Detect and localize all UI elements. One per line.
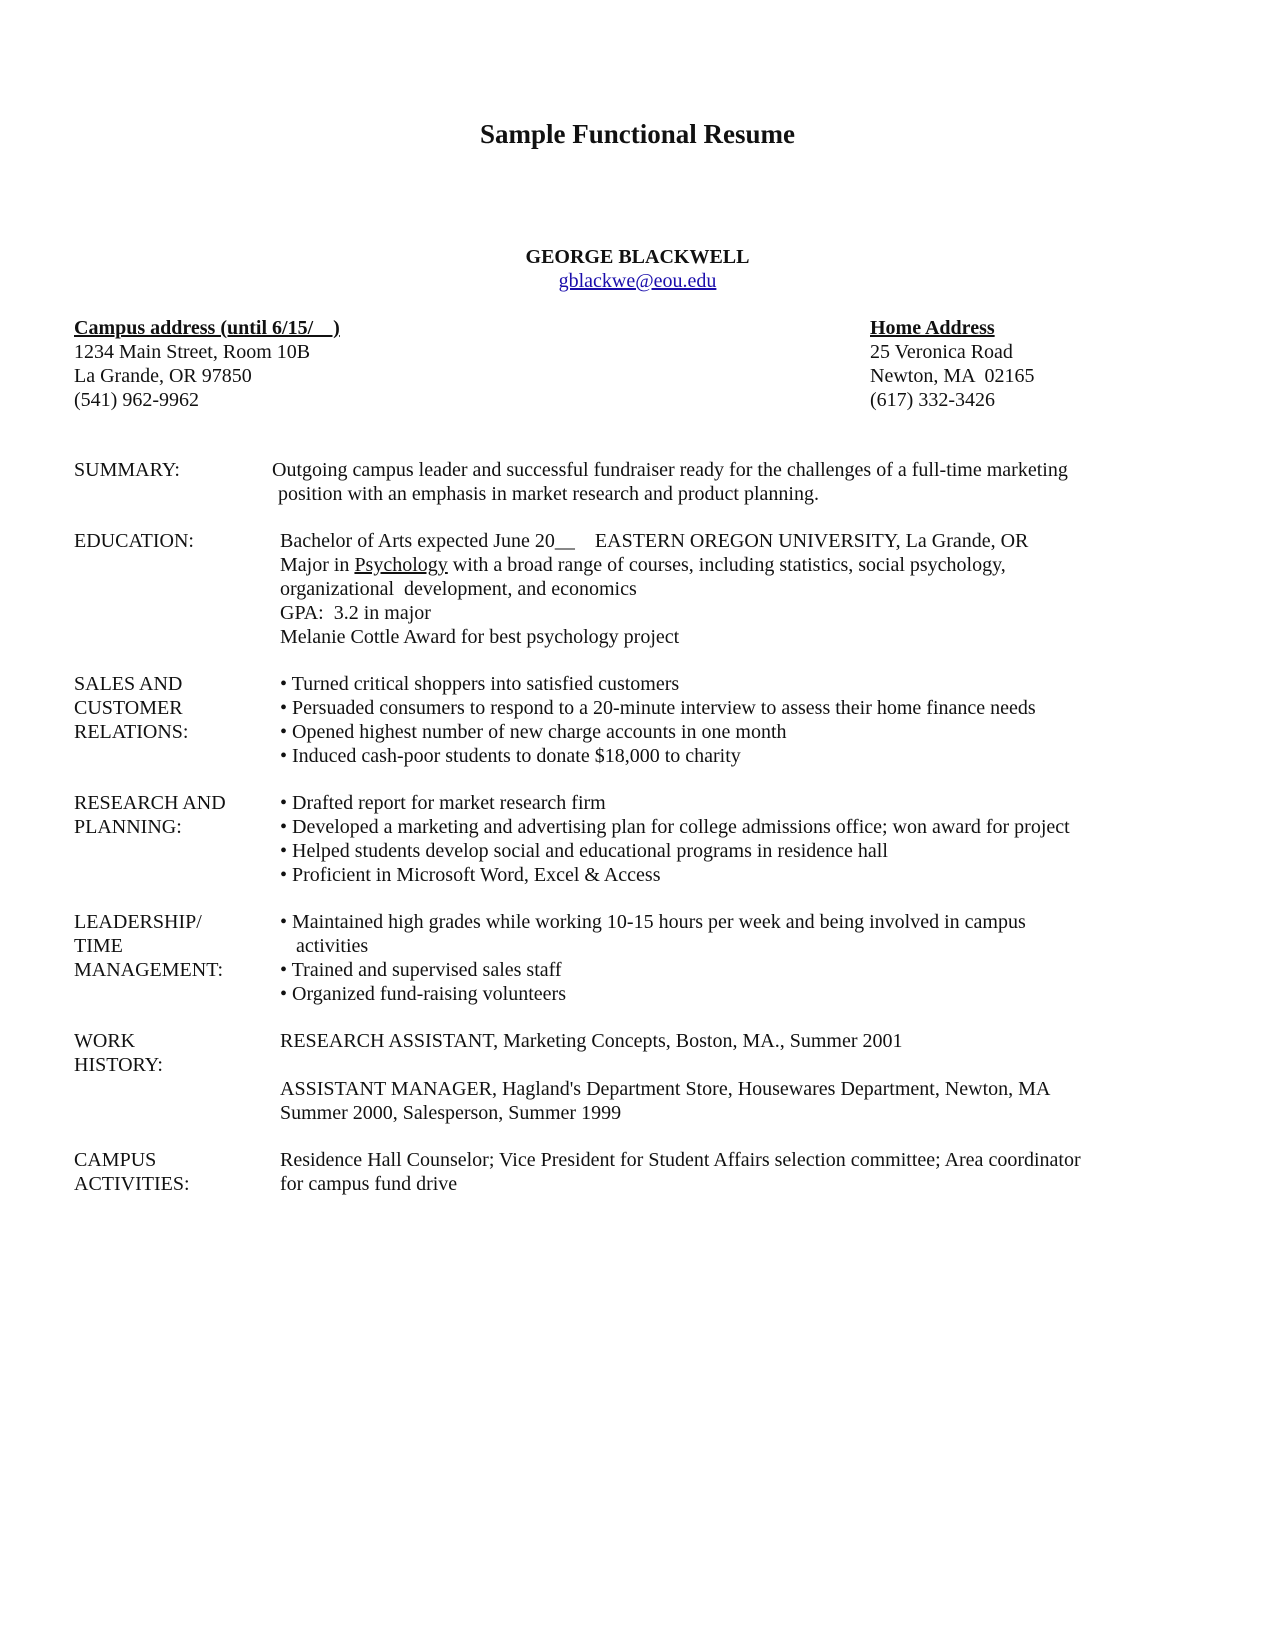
section-label: WORK HISTORY: [74,1030,163,1076]
home-phone: (617) 332-3426 [870,389,995,411]
job-entry: RESEARCH ASSISTANT, Marketing Concepts, Boston, MA., Summer 2001 [280,1030,903,1052]
section-label: RESEARCH AND PLANNING: [74,792,226,838]
home-address-line2: Newton, MA 02165 [870,365,1035,387]
page-title: Sample Functional Resume [479,119,795,149]
list-item: • Trained and supervised sales staff [280,959,562,981]
section-label: SUMMARY: [74,459,180,481]
campus-address-line2: La Grande, OR 97850 [74,365,252,387]
summary-text: Outgoing campus leader and successful fundraiser ready for the challenges of a full-time marketing position with an emphasis in market research and product planning. [272,459,1068,505]
campus-address-line1: 1234 Main Street, Room 10B [74,341,311,363]
section-label: EDUCATION: [74,530,194,552]
list-item: • Turned critical shoppers into satisfied customers [280,673,680,695]
list-item: • Helped students develop social and educational programs in residence hall [280,840,888,862]
major-line: Major in Psychology with a broad range of courses, including statistics, social psychology, [280,554,1006,576]
home-address [870,316,1034,412]
job-entry: ASSISTANT MANAGER, Hagland's Department Store, Housewares Department, Newton, MA [280,1078,1051,1100]
campus-phone: (541) 962-9962 [74,389,199,411]
research-list [280,791,1220,887]
home-address-line1: 25 Veronica Road [870,341,1013,363]
section-label: SALES AND CUSTOMER RELATIONS: [74,673,189,743]
list-item: • Persuaded consumers to respond to a 20-minute interview to assess their home finance needs [280,697,1036,719]
section-label: LEADERSHIP/ TIME MANAGEMENT: [74,911,223,981]
list-item-continuation: activities [296,935,369,957]
home-address-heading: Home Address [870,317,995,339]
list-item: • Proficient in Microsoft Word, Excel & Access [280,864,661,886]
major: Psychology [354,554,448,576]
leadership-list [280,910,1220,1006]
campus-address-heading: Campus address (until 6/15/ ) [74,317,340,339]
list-item: • Opened highest number of new charge accounts in one month [280,721,787,743]
list-item: • Induced cash-poor students to donate $18,000 to charity [280,745,741,767]
award: Melanie Cottle Award for best psychology project [280,626,680,648]
list-item: • Drafted report for market research firm [280,792,606,814]
section-label: CAMPUS ACTIVITIES: [74,1149,190,1195]
education-content: Bachelor of Arts expected June 20__ EASTERN OREGON UNIVERSITY, La Grande, OR Major in Psychology with a broad range of courses, including statistics, social psychology, organizational development, and economics GPA: 3.2 in major Melanie Cottle Award for best psychology project [280,529,1220,649]
applicant-name: GEORGE BLACKWELL [525,246,750,268]
campus-address [74,316,340,412]
work-list: RESEARCH ASSISTANT, Marketing Concepts, Boston, MA., Summer 2001 ASSISTANT MANAGER, Hagland's Department Store, Housewares Department, Newton, MA Summer 2000, Salesperson, Summer 1999 [280,1029,1220,1125]
list-item: • Developed a marketing and advertising plan for college admissions office; won award for project [280,816,1070,838]
campus-activities: Residence Hall Counselor; Vice President for Student Affairs selection committee; Area coordinator for campus fund drive [280,1149,1081,1195]
list-item: • Organized fund-raising volunteers [280,983,566,1005]
email-link[interactable]: gblackwe@eou.edu [558,270,717,292]
gpa: GPA: 3.2 in major [280,602,431,624]
header [0,245,1275,293]
list-item: • Maintained high grades while working 10-15 hours per week and being involved in campus [280,911,1026,933]
degree: Bachelor of Arts expected June 20__ EASTERN OREGON UNIVERSITY, La Grande, OR [280,530,1029,552]
sales-list [280,672,1220,768]
